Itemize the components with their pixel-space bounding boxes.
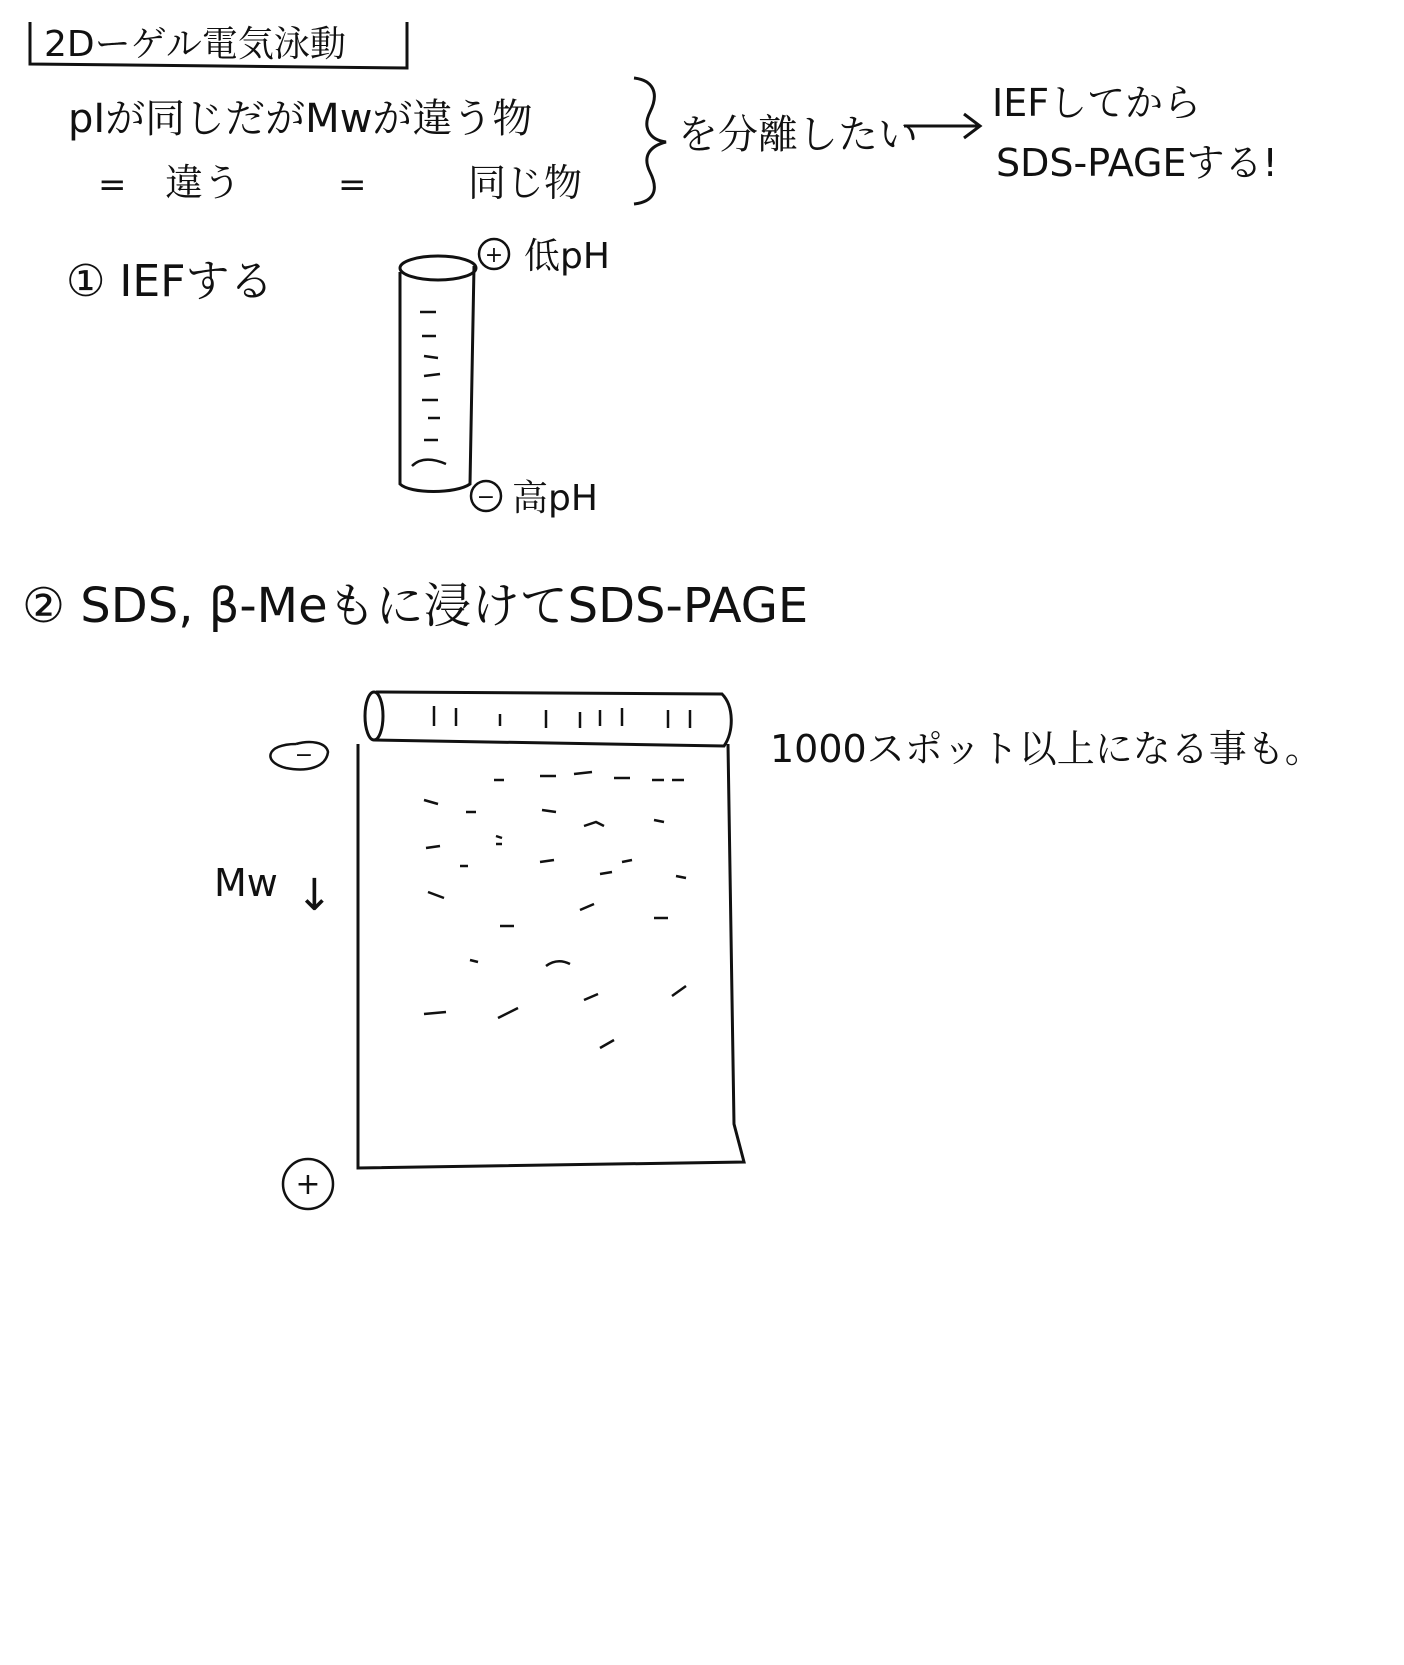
mw-down-arrow-icon: ↓ bbox=[296, 870, 333, 921]
intro-row2-differ: 違う bbox=[165, 161, 242, 205]
ief-plus-electrode bbox=[479, 239, 509, 269]
ief-plus-sign: + bbox=[484, 243, 504, 268]
curly-brace bbox=[634, 78, 666, 204]
title-box bbox=[30, 22, 407, 68]
high-ph-label: 高pH bbox=[512, 478, 598, 519]
step2-label: ② SDS, β-Meもに浸けてSDS-PAGE bbox=[22, 578, 809, 634]
ief-minus-electrode bbox=[471, 481, 501, 511]
gel-minus-electrode bbox=[270, 742, 328, 769]
method-line-1: IEFしてから bbox=[992, 81, 1202, 125]
title-text: 2Dーゲル電気泳動 bbox=[44, 24, 346, 65]
intro-row2-eq2: = bbox=[338, 165, 367, 205]
mw-label: Mw bbox=[214, 861, 278, 905]
spot-count-note: 1000スポット以上になる事も。 bbox=[770, 727, 1323, 771]
intro-row2-same: 同じ物 bbox=[468, 161, 583, 205]
step1-label: ① IEFする bbox=[66, 256, 274, 307]
intro-row2-eq1: = bbox=[98, 165, 127, 205]
intro-row1: pIが同じだがMwが違う物 bbox=[68, 96, 533, 142]
protein-spots bbox=[424, 772, 686, 1048]
sds-page-gel bbox=[358, 744, 744, 1168]
gel-plus-electrode bbox=[283, 1159, 333, 1209]
gel-plus-sign: + bbox=[295, 1167, 321, 1202]
step2-section bbox=[22, 578, 1323, 1209]
step1-section bbox=[66, 236, 610, 519]
low-ph-label: 低pH bbox=[524, 236, 610, 277]
ief-minus-sign: − bbox=[476, 485, 496, 510]
ief-strip-horizontal bbox=[365, 692, 731, 746]
ief-tube bbox=[400, 256, 476, 492]
gel-minus-sign: − bbox=[294, 743, 314, 768]
intro-conclusion: を分離したい bbox=[678, 112, 918, 158]
method-line-2: SDS-PAGEする! bbox=[996, 141, 1278, 185]
ief-bands bbox=[412, 312, 446, 466]
intro-section bbox=[68, 78, 1278, 205]
